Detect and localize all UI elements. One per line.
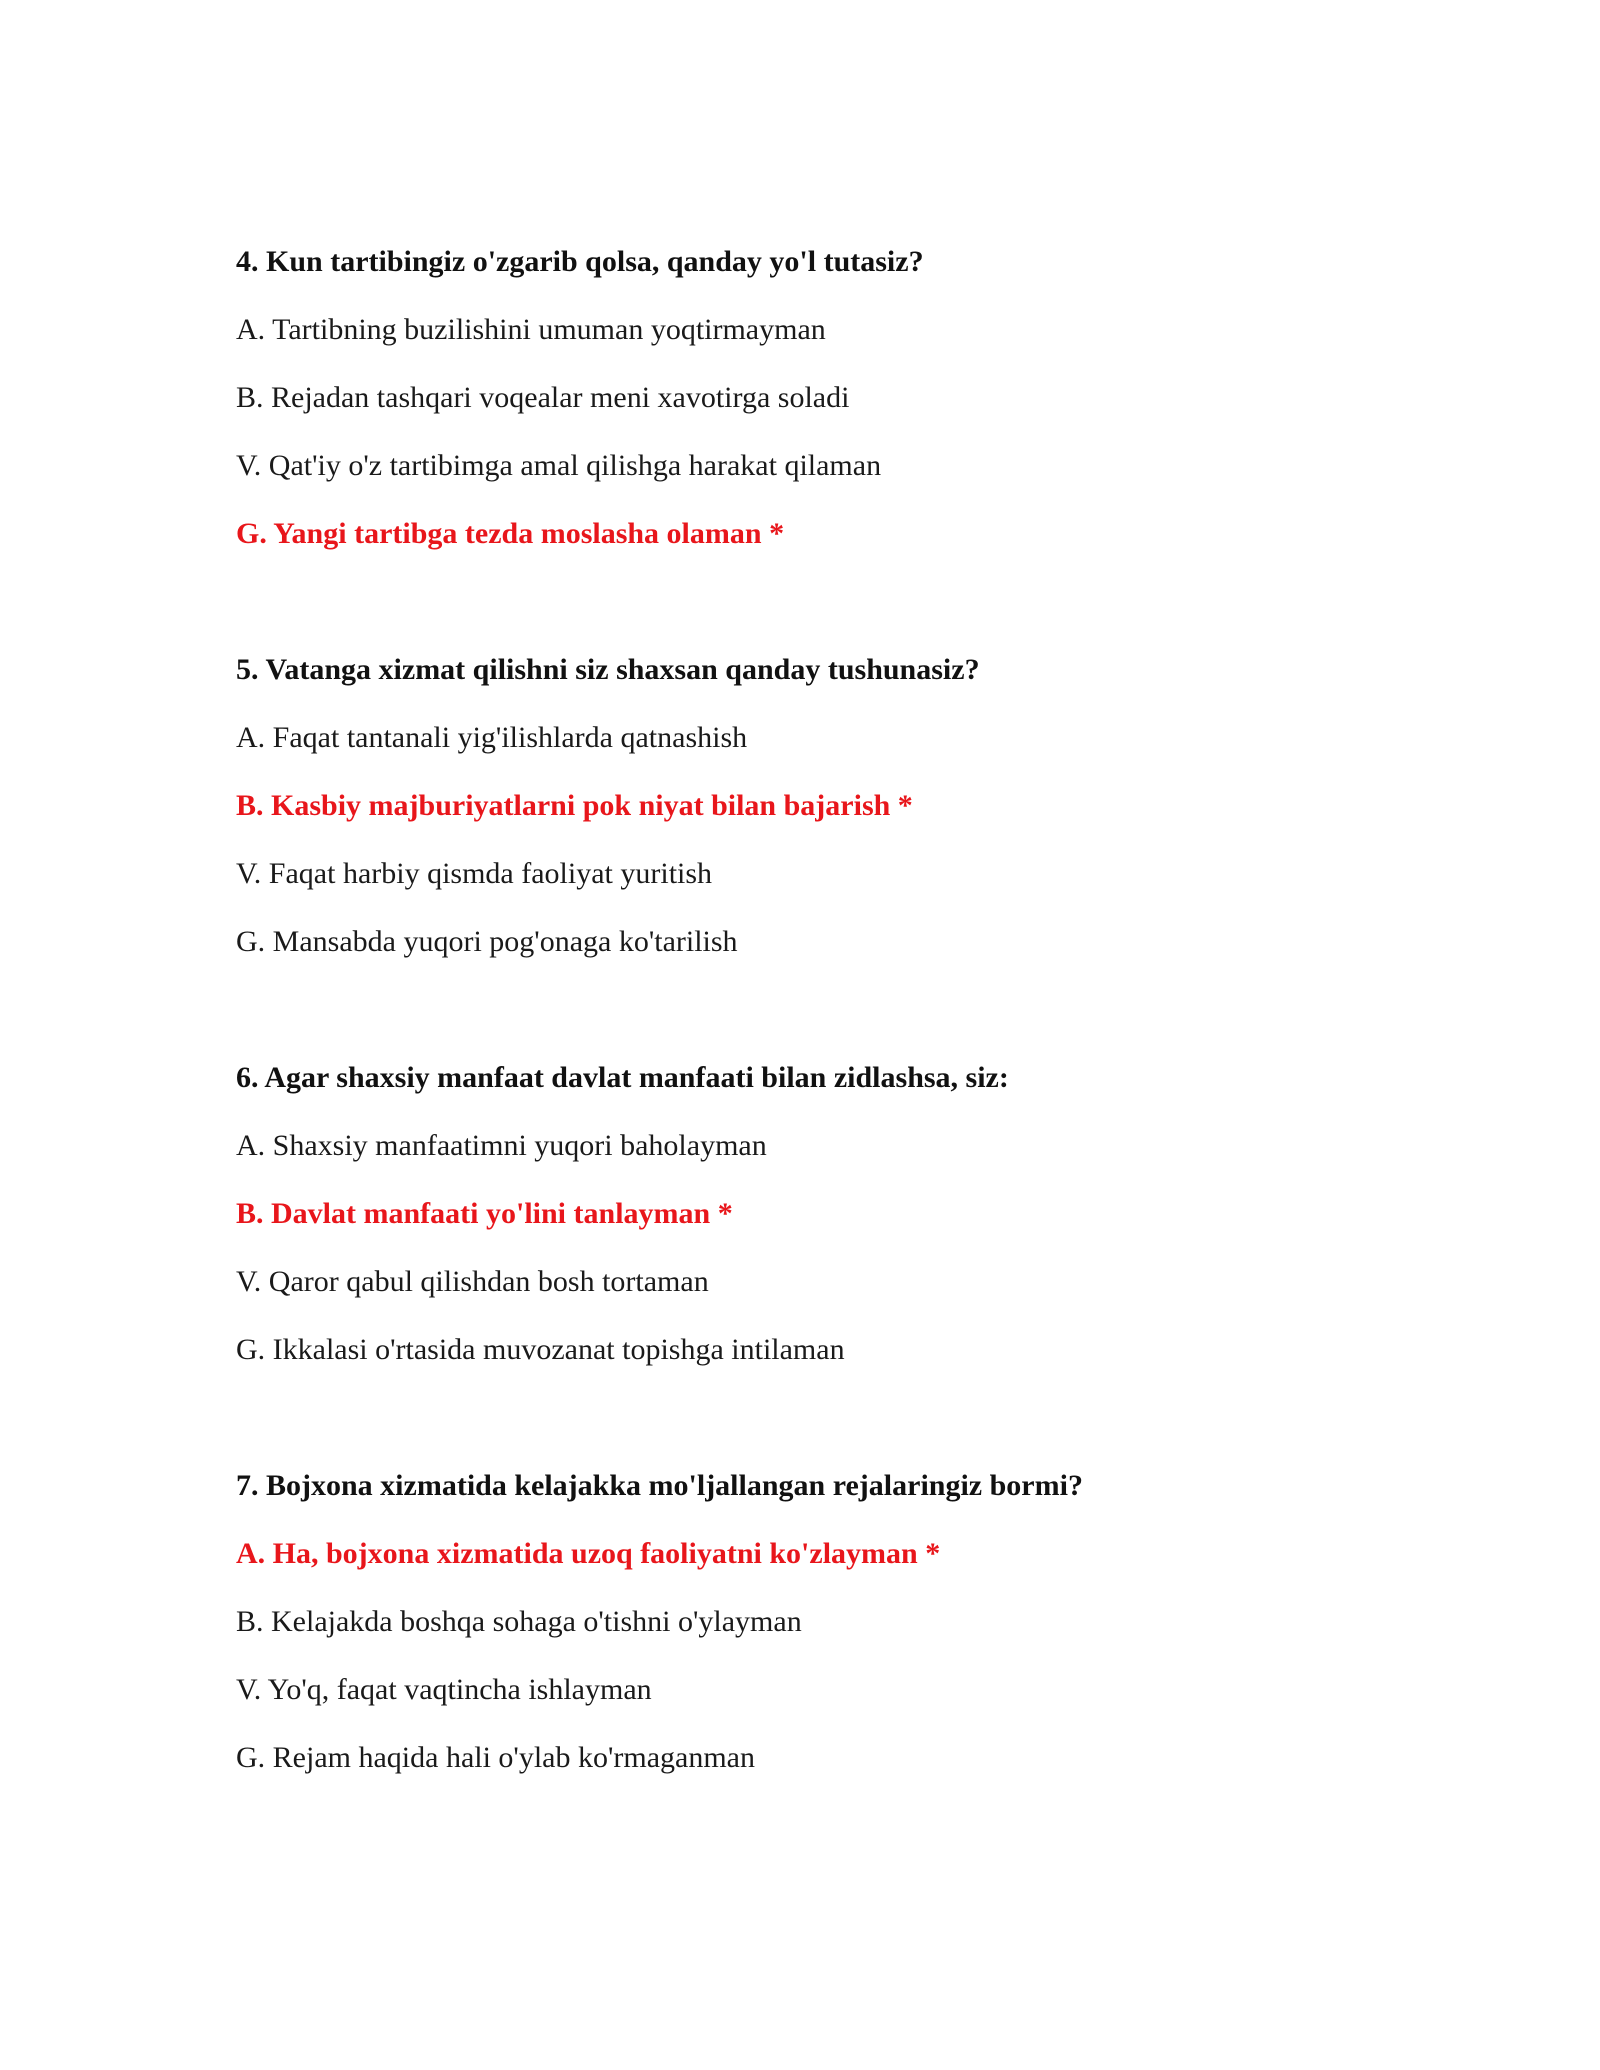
question-title: 6. Agar shaxsiy manfaat davlat manfaati bilan zidlashsa, siz: [236, 1061, 1009, 1094]
question-title: 5. Vatanga xizmat qilishni siz shaxsan qanday tushunasiz? [236, 653, 980, 686]
option-a-correct: A. Ha, bojxona xizmatida uzoq faoliyatni ko'zlayman * [236, 1537, 941, 1570]
question-title: 4. Kun tartibingiz o'zgarib qolsa, qanday yo'l tutasiz? [236, 245, 924, 278]
question-block-4 [236, 244, 1436, 584]
option-v: V. Qaror qabul qilishdan bosh tortaman [236, 1265, 709, 1298]
option-v: V. Yo'q, faqat vaqtincha ishlayman [236, 1673, 652, 1706]
option-g: G. Ikkalasi o'rtasida muvozanat topishga intilaman [236, 1333, 845, 1366]
option-g-correct: G. Yangi tartibga tezda moslasha olaman * [236, 517, 785, 550]
option-b-correct: B. Kasbiy majburiyatlarni pok niyat bilan bajarish * [236, 789, 913, 822]
question-title: 7. Bojxona xizmatida kelajakka mo'ljallangan rejalaringiz bormi? [236, 1469, 1083, 1502]
document-page [236, 244, 1436, 1876]
question-block-7 [236, 1468, 1436, 1808]
option-a: A. Tartibning buzilishini umuman yoqtirmayman [236, 313, 826, 346]
option-b: B. Rejadan tashqari voqealar meni xavotirga soladi [236, 381, 850, 414]
option-v: V. Qat'iy o'z tartibimga amal qilishga harakat qilaman [236, 449, 882, 482]
option-b-correct: B. Davlat manfaati yo'lini tanlayman * [236, 1197, 733, 1230]
option-g: G. Rejam haqida hali o'ylab ko'rmaganman [236, 1741, 755, 1774]
option-g: G. Mansabda yuqori pog'onaga ko'tarilish [236, 925, 738, 958]
option-a: A. Faqat tantanali yig'ilishlarda qatnashish [236, 721, 748, 754]
option-a: A. Shaxsiy manfaatimni yuqori baholayman [236, 1129, 767, 1162]
option-v: V. Faqat harbiy qismda faoliyat yuritish [236, 857, 713, 890]
option-b: B. Kelajakda boshqa sohaga o'tishni o'ylayman [236, 1605, 802, 1638]
question-block-6 [236, 1060, 1436, 1400]
question-block-5 [236, 652, 1436, 992]
